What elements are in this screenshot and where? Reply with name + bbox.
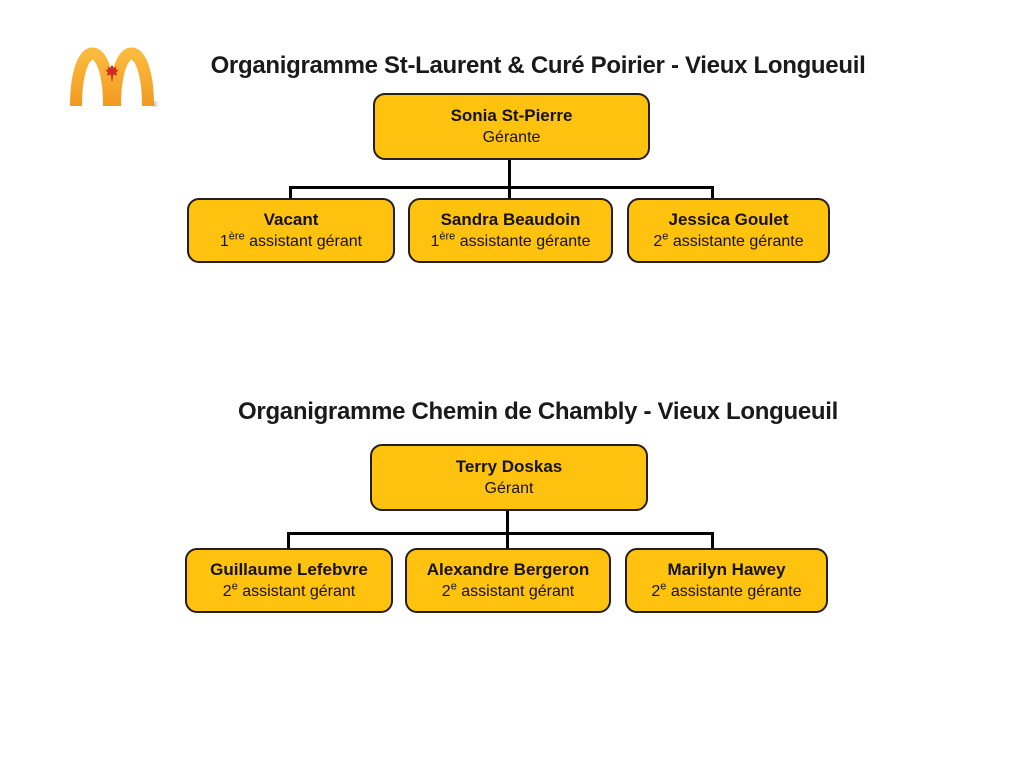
- org-chart-title-st-laurent: Organigramme St-Laurent & Curé Poirier - Vieux Longueuil: [210, 52, 866, 79]
- person-name: Vacant: [263, 210, 319, 229]
- person-role: [653, 231, 803, 252]
- role-number: 2: [441, 583, 451, 600]
- role-text: assistante gérante: [668, 233, 804, 250]
- org-box-sandra-beaudoin: [408, 198, 613, 263]
- role-number: 1: [219, 233, 229, 250]
- role-text: assistant gérant: [244, 233, 363, 250]
- person-name: Sandra Beaudoin: [440, 210, 581, 229]
- org-box-guillaume-lefebvre: [185, 548, 393, 613]
- connector-line: [287, 532, 290, 548]
- role-ordinal-suffix: e: [660, 580, 667, 593]
- role-number: 2: [651, 583, 661, 600]
- role-ordinal-suffix: e: [231, 580, 238, 593]
- connector-line: [289, 186, 292, 198]
- person-role: [223, 581, 355, 602]
- person-role: [651, 581, 801, 602]
- role-text: assistante gérante: [666, 583, 802, 600]
- person-name: Jessica Goulet: [668, 210, 789, 229]
- role-number: 1: [430, 233, 440, 250]
- org-box-jessica-goulet: [627, 198, 830, 263]
- role-text: Gérante: [482, 129, 541, 146]
- person-name: Marilyn Hawey: [667, 560, 786, 579]
- role-text: assistante gérante: [455, 233, 591, 250]
- role-number: 2: [222, 583, 232, 600]
- role-ordinal-suffix: e: [450, 580, 457, 593]
- connector-line: [289, 186, 714, 189]
- person-name: Sonia St-Pierre: [450, 106, 573, 125]
- person-role: [430, 231, 590, 252]
- connector-line: [711, 186, 714, 198]
- person-name: Guillaume Lefebvre: [210, 560, 368, 579]
- org-box-vacant: [187, 198, 395, 263]
- role-ordinal-suffix: ère: [228, 230, 245, 243]
- role-text: assistant gérant: [456, 583, 575, 600]
- org-box-gerante: [373, 93, 650, 160]
- person-name: Terry Doskas: [455, 457, 563, 476]
- person-role: [442, 581, 574, 602]
- role-text: Gérant: [484, 480, 534, 497]
- person-name: Alexandre Bergeron: [426, 560, 590, 579]
- registered-trademark-symbol: ®: [152, 100, 158, 109]
- org-box-alexandre-bergeron: [405, 548, 611, 613]
- person-role: [220, 231, 362, 252]
- connector-line: [508, 158, 511, 198]
- role-ordinal-suffix: e: [662, 230, 669, 243]
- person-role: [485, 478, 534, 499]
- role-text: assistant gérant: [237, 583, 356, 600]
- person-role: [483, 127, 541, 148]
- role-number: 2: [653, 233, 663, 250]
- connector-line: [287, 532, 714, 535]
- role-ordinal-suffix: ère: [439, 230, 456, 243]
- org-box-marilyn-hawey: [625, 548, 828, 613]
- org-box-gerant: [370, 444, 648, 511]
- org-chart-title-chemin-de-chambly: Organigramme Chemin de Chambly - Vieux Longueuil: [238, 398, 838, 425]
- connector-line: [506, 509, 509, 548]
- connector-line: [711, 532, 714, 548]
